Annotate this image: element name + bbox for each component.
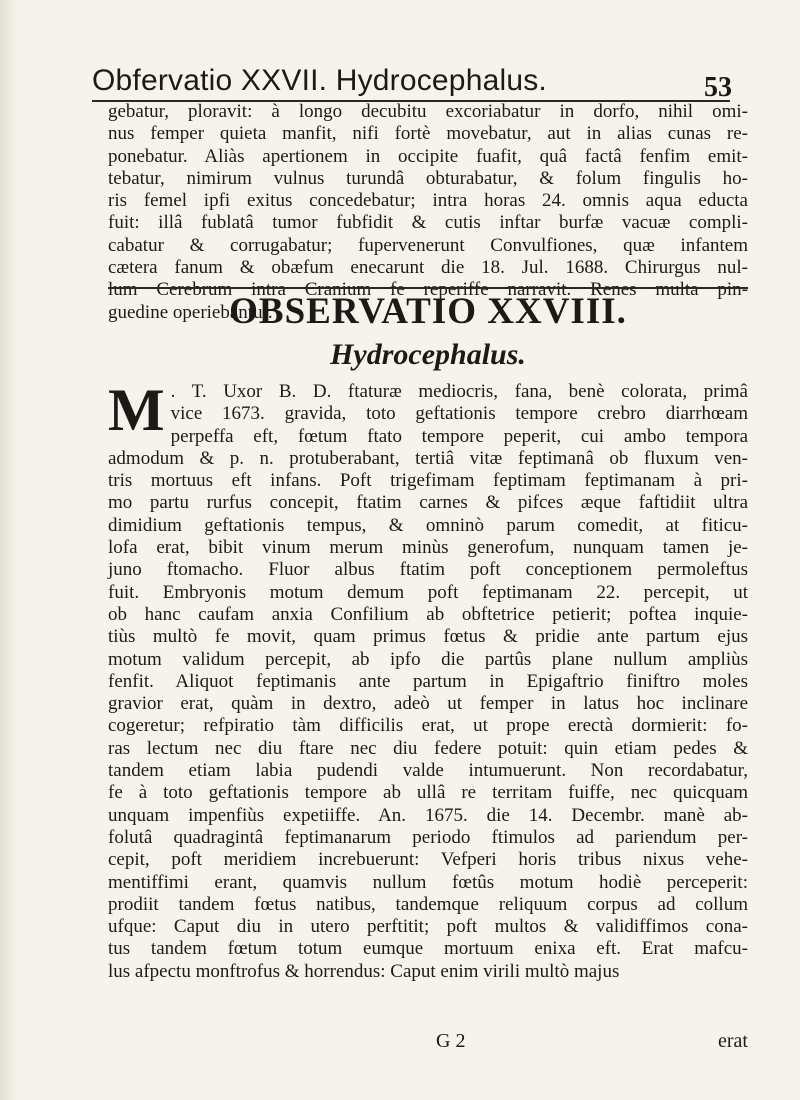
text-line: perpeffa eft, fœtum ftato tempore peperit, cui ambo tempora [170,425,748,447]
text-line: gebatur, ploravit: à longo decubitu excoriabatur in dorfo, nihil omi- [108,101,748,122]
text-line: motum validum percepit, ab ipfo die partûs plane nullum ampliùs [108,648,748,670]
section-rule [108,287,748,289]
text-line: fuit. Embryonis motum demum poft feptimanam 22. percepit, ut [108,581,748,603]
text-line: nus femper quieta manfit, nifi fortè movebatur, aut in alias cunas re- [108,123,748,145]
text-line: ras lectum nec diu ftare nec diu federe potuit: quin etiam pedes & [108,737,748,759]
running-head [92,58,732,104]
text-line: gravior erat, quàm in dextro, adeò ut femper in latus hoc inclinare [108,693,748,715]
observation-body [108,377,748,983]
text-line: tiùs multò fe movit, quam primus fœtus & pridie ante partum ejus [108,626,748,648]
page-edge-shadow [0,0,18,1100]
text-line: lum Cerebrum intra Cranium fe reperiffe narravit. Renes multa pin- [108,279,748,301]
text-line: ufque: Caput diu in utero perftitit; poft multos & validiffimos cona- [108,916,748,938]
text-line: mo partu rurfus concepit, ftatim carnes & pifces æque faftidiit ultra [108,492,748,514]
page-number: 53 [704,72,732,103]
text-line: dimidium geftationis tempus, & omninò parum comedit, at fiticu- [108,514,748,536]
text-line: mentiffimi erant, quamvis nullum fœtûs motum hodiè perceperit: [108,871,748,893]
text-line: tandem etiam labia pudendi valde intumuerunt. Non recordabatur, [108,760,748,782]
text-line: cabatur & corrugabatur; fupervenerunt Convulfiones, quæ infantem [108,234,748,256]
text-line: ob hanc caufam anxia Confilium ab obftetrice petierit; poftea inquie- [108,603,748,625]
text-line: unquam impenfiùs expetiiffe. An. 1675. die 14. Decembr. manè ab- [108,804,748,826]
text-line: folutâ quadragintâ feptimanarum periodo ftimulos ad pariendum per- [108,826,748,848]
text-line: cepit, poft meridiem increbuerunt: Vefperi horis tribus nixus vehe- [108,849,748,871]
text-line: tus tandem fœtum totum eumque mortuum enixa eft. Erat mafcu- [108,938,748,960]
text-line: tris mortuus eft infans. Poft trigefimam feptimam feptimanam à pri- [108,470,748,492]
text-line: lus afpectu monftrofus & horrendus: Caput enim virili multò majus [108,960,620,982]
signature-mark: G 2 [436,1030,466,1052]
running-head-title: Obfervatio XXVII. Hydrocephalus. [92,64,547,97]
text-line: guedine operiebantur. [108,301,273,323]
text-line: admodum & p. n. protuberabant, tertiâ vitæ feptimanâ ob fluxum ven- [108,447,748,469]
text-line: vice 1673. gravida, toto geftationis tempore crebro diarrhœam [170,403,748,425]
text-line: tebatur, nimirum vulnus turundâ obturabatur, & folum fingulis ho- [108,167,748,189]
text-line: cogeretur; refpiratio tàm difficilis erat, ut prope erectà dormierit: fo- [108,715,748,737]
catchword: erat [718,1030,748,1052]
observation-subtitle: Hydrocephalus. [330,338,526,371]
text-line: fe à toto geftationis tempore ab ullâ re territam fuiffe, nec quicquam [108,782,748,804]
text-line: fenfit. Aliquot feptimanis ante partum in Epigaftrio finiftro moles [108,670,748,692]
drop-cap: M [108,377,165,443]
text-line: juno ftomacho. Fluor albus ftatim poft conceptionem permoleftus [108,559,748,581]
text-line: cætera fanum & obæfum enecarunt die 18. Jul. 1688. Chirurgus nul- [108,257,748,279]
text-line: fuit: illâ fublatâ tumor fubfidit & cutis inftar burfæ vacuæ compli- [108,212,748,234]
text-line: lofa erat, bibit vinum merum minùs generofum, nunquam tamen je- [108,537,748,559]
text-line: ris femel ipfi exitus concedebatur; intra horas 24. omnis aqua educta [108,190,748,212]
text-line: . T. Uxor B. D. ftaturæ mediocris, fana, benè colorata, primâ [170,381,748,402]
text-line: prodiit tandem fœtus natibus, tandemque reliquum corpus ad collum [108,893,748,915]
observation-title: OBSERVATIO XXVIII. [229,291,627,332]
text-line: ponebatur. Aliàs apertionem in occipite fuafit, quâ factâ fenfim emit- [108,145,748,167]
